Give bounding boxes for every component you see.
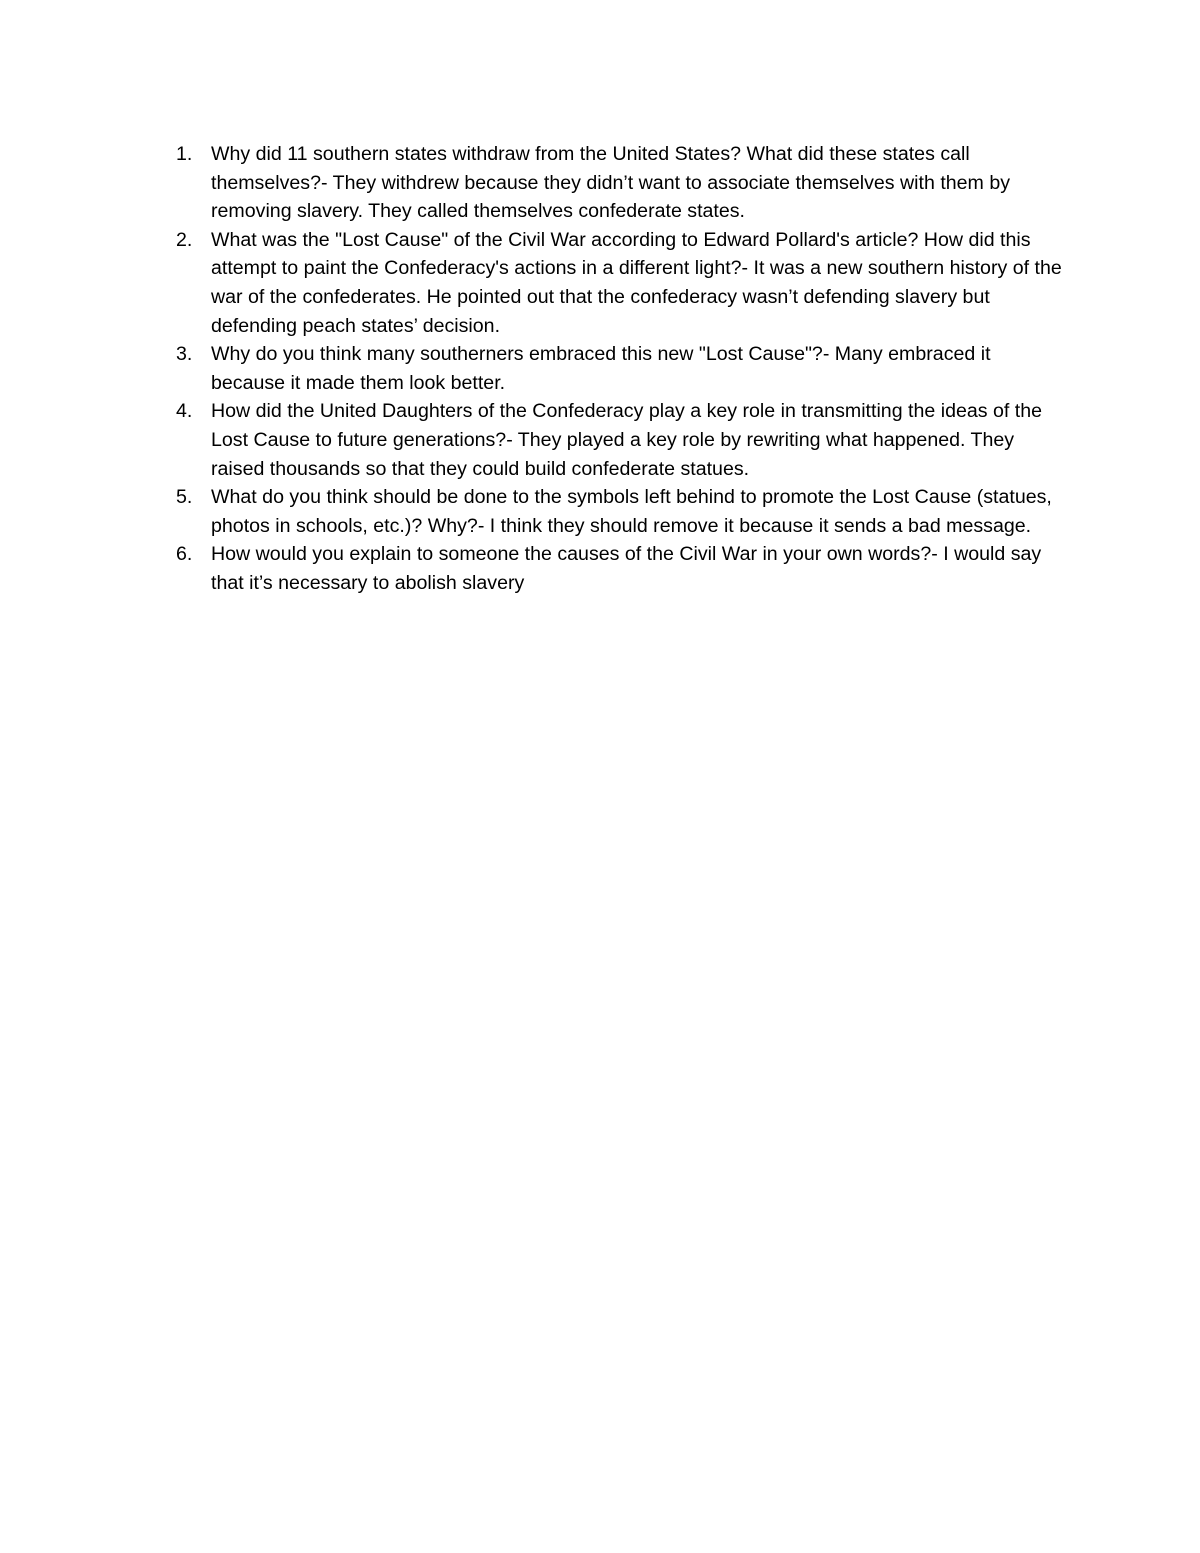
item-number: 1.	[176, 143, 193, 165]
list-item	[172, 483, 1062, 540]
item-text: Why do you think many southerners embraced this new "Lost Cause"?- Many embraced it because it made them look better.	[211, 343, 991, 394]
item-text: What do you think should be done to the symbols left behind to promote the Lost Cause (statues, photos in schools, etc.)? Why?- I think they should remove it because it sends a bad message.	[211, 486, 1052, 537]
item-text: What was the "Lost Cause" of the Civil War according to Edward Pollard's article? How did this attempt to paint the Confederacy's actions in a different light?- It was a new southern history of the war of the confederates. He pointed out that the confederacy wasn’t defending slavery but defending peach states’ decision.	[211, 228, 1062, 337]
list-item	[172, 140, 1062, 226]
item-number: 4.	[176, 400, 193, 423]
item-number: 3.	[176, 343, 193, 366]
item-number: 5.	[176, 486, 193, 509]
list-item	[172, 540, 1062, 597]
item-text: Why did 11 southern states withdraw from the United States? What did these states call themselves?- They withdrew because they didn’t want to associate themselves with them by removing slavery. They called themselves confederate states.	[211, 143, 1011, 223]
list-item	[172, 226, 1062, 340]
item-number: 6.	[176, 543, 193, 566]
list-item	[172, 397, 1062, 483]
item-text: How did the United Daughters of the Confederacy play a key role in transmitting the ideas of the Lost Cause to future generations?- They played a key role by rewriting what happened. They raised thousands so that they could build confederate statues.	[211, 400, 1043, 480]
item-number: 2.	[176, 228, 193, 251]
item-text: How would you explain to someone the causes of the Civil War in your own words?- I would say that it’s necessary to abolish slavery	[211, 543, 1042, 594]
list-item	[172, 340, 1062, 397]
question-answer-list	[172, 140, 1062, 598]
